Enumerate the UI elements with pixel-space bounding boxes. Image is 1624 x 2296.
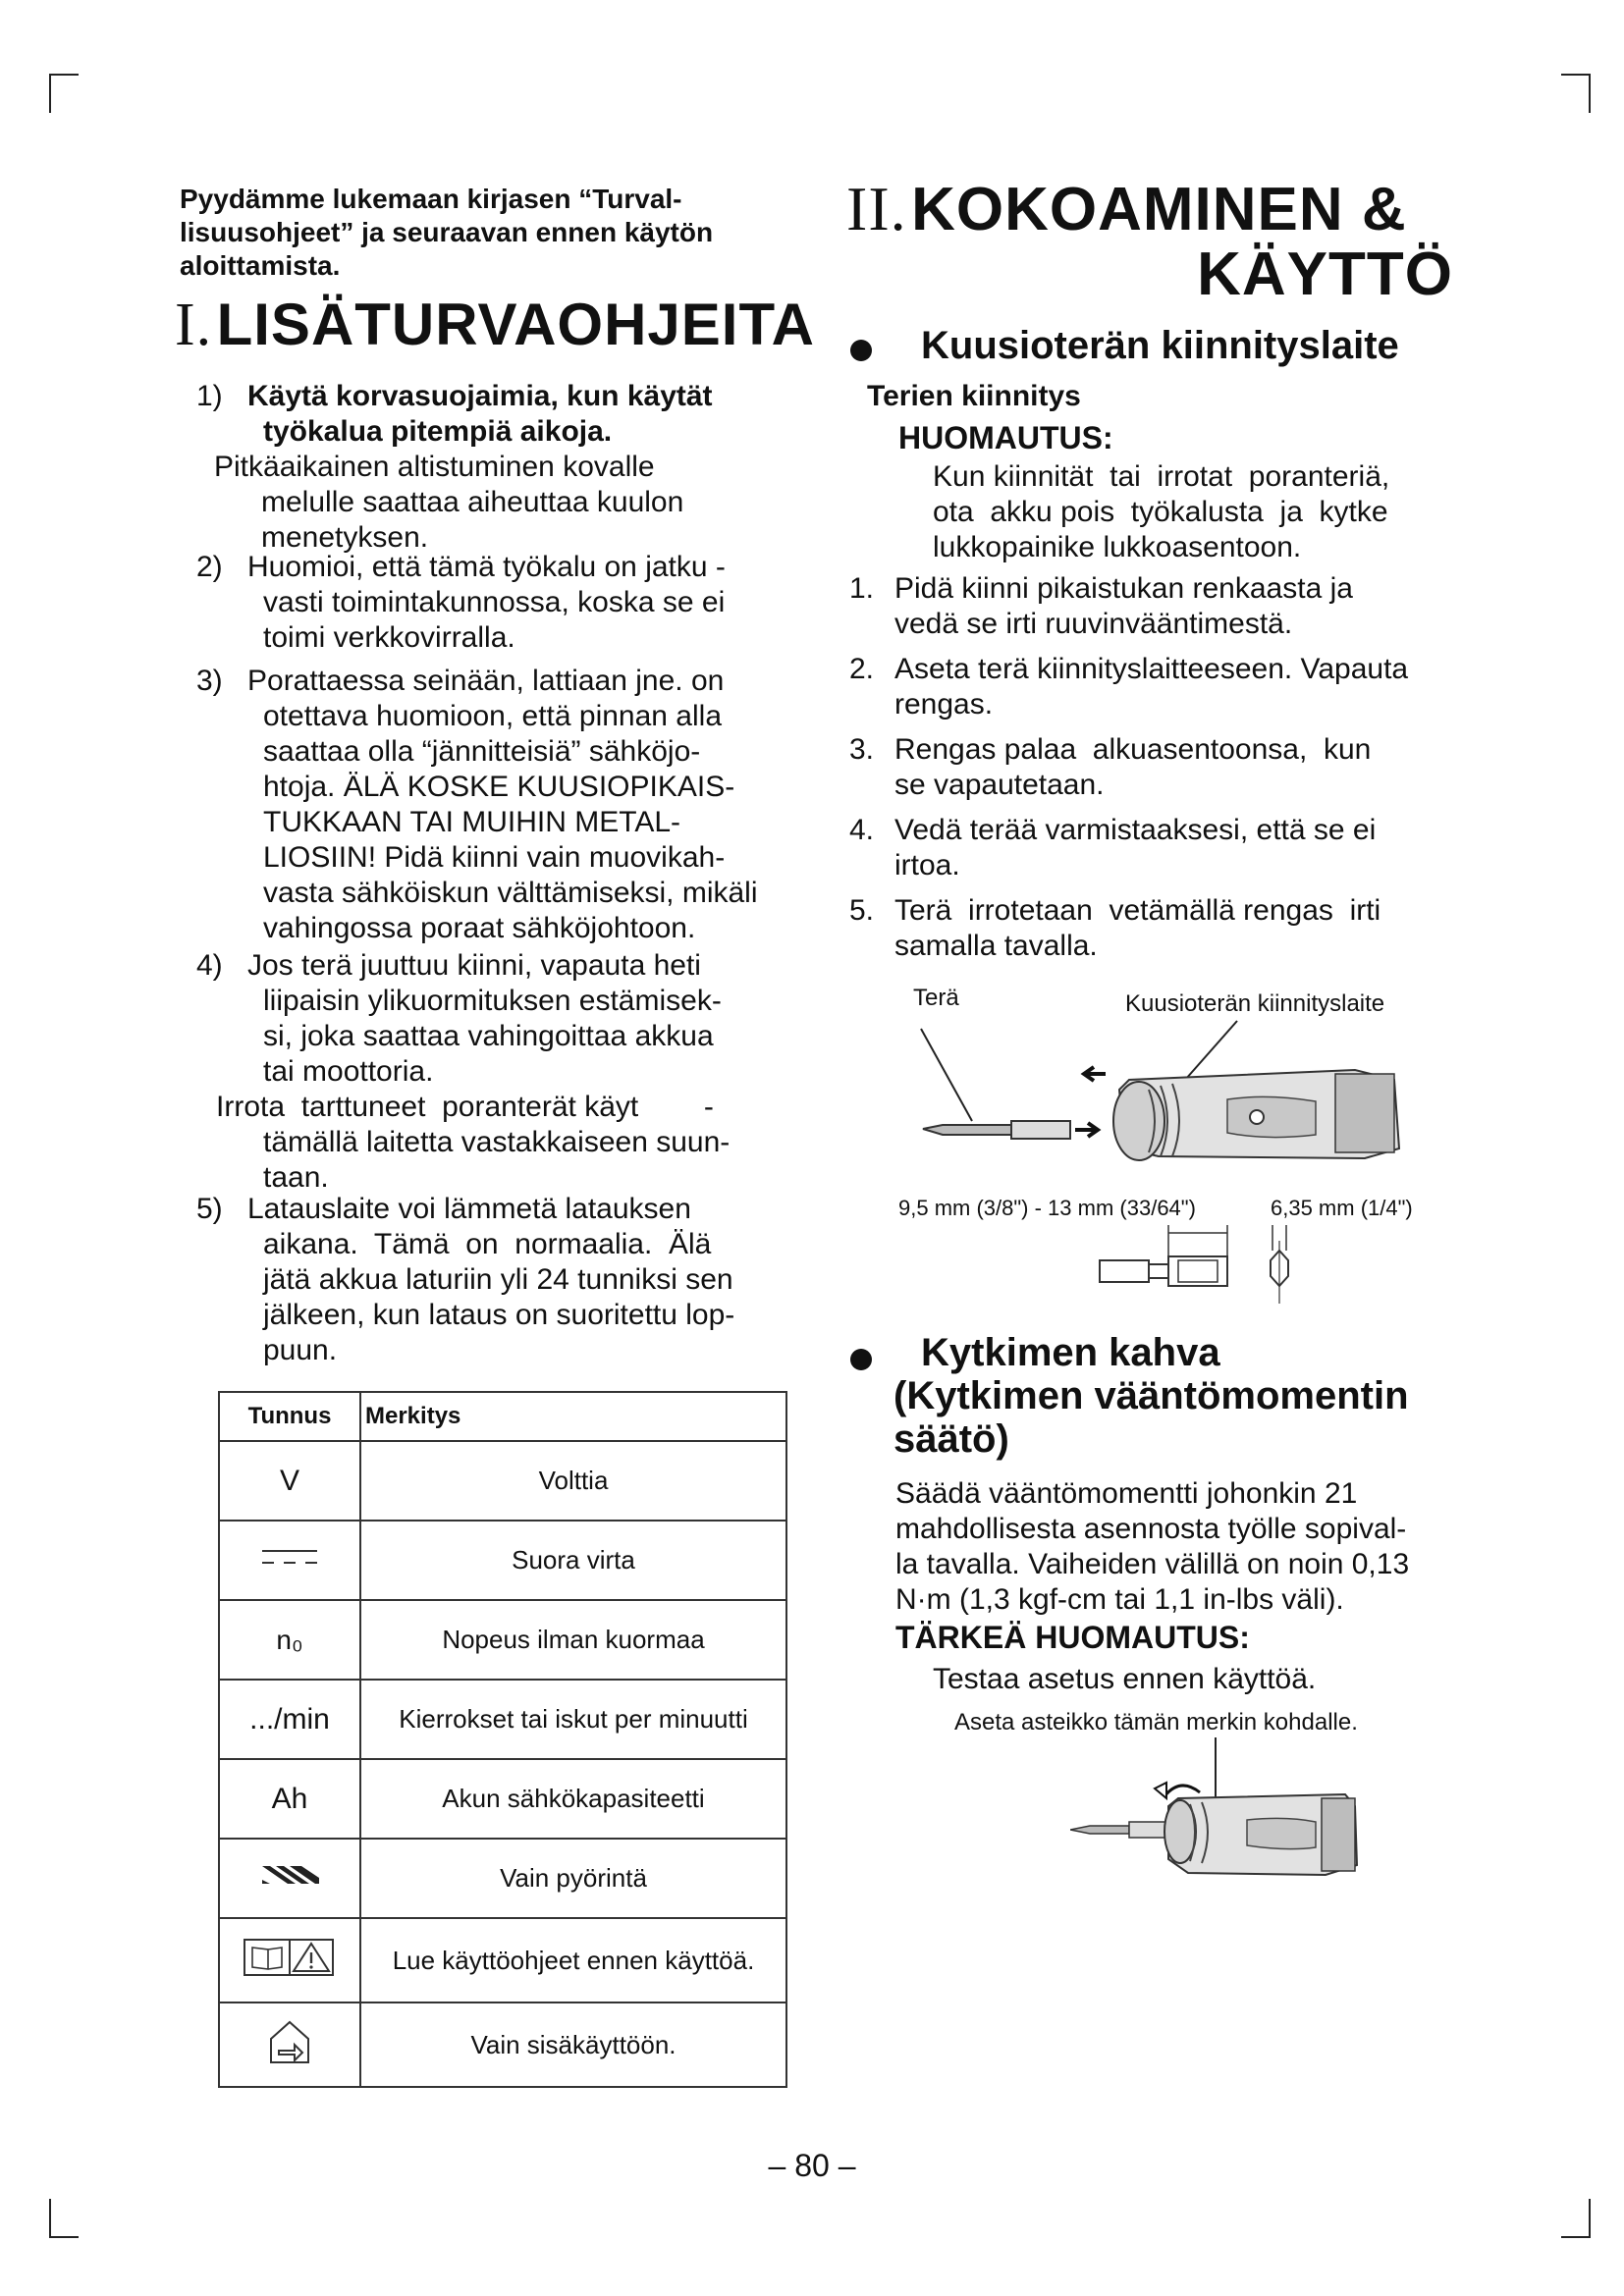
crop-mark-top-left xyxy=(49,74,79,113)
table-header-symbol: Tunnus xyxy=(219,1392,360,1441)
table-header-row xyxy=(219,1392,786,1441)
table-header-meaning: Merkitys xyxy=(360,1392,786,1441)
bullet-icon xyxy=(850,340,872,361)
meaning-cell: Volttia xyxy=(360,1441,786,1521)
important-title: TÄRKEÄ HUOMAUTUS: xyxy=(895,1620,1250,1655)
torque-adjust-illustration xyxy=(1070,1737,1365,1885)
table-row xyxy=(219,1521,786,1600)
symbol-cell: V xyxy=(219,1441,360,1521)
note-title: HUOMAUTUS: xyxy=(898,420,1113,455)
rotation-only-icon xyxy=(258,1860,321,1890)
important-text: Testaa asetus ennen käyttöä. xyxy=(933,1663,1317,1695)
symbol-table xyxy=(218,1391,787,2088)
table-row xyxy=(219,2002,786,2087)
symbol-cell xyxy=(219,1521,360,1600)
symbol-cell xyxy=(219,2002,360,2087)
bit-holder-illustration xyxy=(903,1011,1414,1168)
section-2-heading xyxy=(846,173,1475,309)
intro-text: Pyydämme lukemaan kirjasen “Turval- lisuusohjeet” ja seuraavan ennen käytön aloittamista. xyxy=(180,184,714,281)
crop-mark-bottom-left xyxy=(49,2199,79,2238)
sub2-text: Säädä vääntömomentti johonkin 21 mahdollisesta asennosta työlle sopival- la tavalla. Vaiheiden välillä on noin 0,13 N·m (1,3 kgf-cm tai 1,1 in-lbs väli). xyxy=(895,1477,1410,1616)
meaning-cell: Kierrokset tai iskut per minuutti xyxy=(360,1680,786,1759)
section-2-title-line2: KÄYTTÖ xyxy=(1197,240,1453,308)
meaning-cell: Akun sähkökapasiteetti xyxy=(360,1759,786,1839)
sub1-subtitle: Terien kiinnitys xyxy=(867,380,1081,412)
crop-mark-bottom-right xyxy=(1561,2199,1591,2238)
section-2-roman: II. xyxy=(846,174,907,243)
sub2-title: Kytkimen kahva (Kytkimen vääntömomentin säätö) xyxy=(893,1331,1409,1461)
fig-label-bit: Terä xyxy=(913,985,959,1011)
meaning-cell: Nopeus ilman kuormaa xyxy=(360,1600,786,1680)
symbol-cell: .../min xyxy=(219,1680,360,1759)
section-1-heading xyxy=(175,291,815,360)
meaning-cell: Lue käyttöohjeet ennen käyttöä. xyxy=(360,1918,786,2002)
dc-current-icon xyxy=(260,1545,319,1569)
symbol-cell xyxy=(219,1839,360,1918)
symbol-cell xyxy=(219,1918,360,2002)
table-row xyxy=(219,1839,786,1918)
table-row xyxy=(219,1600,786,1680)
symbol-cell: n₀ xyxy=(219,1600,360,1680)
table-row xyxy=(219,1918,786,2002)
page-number: – 80 – xyxy=(768,2148,856,2183)
table-row xyxy=(219,1441,786,1521)
fig-label-holder: Kuusioterän kiinnityslaite xyxy=(1125,990,1385,1017)
fig-dim-1: 9,5 mm (3/8") - 13 mm (33/64") xyxy=(898,1196,1196,1220)
section-1-roman: I. xyxy=(175,292,213,358)
crop-mark-top-right xyxy=(1561,74,1591,113)
section-2-title-line1: KOKOAMINEN & xyxy=(911,176,1407,243)
fig-dim-2: 6,35 mm (1/4") xyxy=(1271,1196,1413,1220)
meaning-cell: Suora virta xyxy=(360,1521,786,1600)
read-manual-warning-icon xyxy=(243,1936,337,1979)
sub1-title: Kuusioterän kiinnityslaite xyxy=(921,324,1399,367)
table-row xyxy=(219,1759,786,1839)
meaning-cell: Vain pyörintä xyxy=(360,1839,786,1918)
bit-dimension-drawing xyxy=(1080,1221,1306,1309)
section-1-title: LISÄTURVAOHJEITA xyxy=(216,292,815,357)
symbol-cell: Ah xyxy=(219,1759,360,1839)
indoor-use-icon xyxy=(265,2017,314,2066)
bullet-icon xyxy=(850,1349,872,1370)
meaning-cell: Vain sisäkäyttöön. xyxy=(360,2002,786,2087)
table-row xyxy=(219,1680,786,1759)
fig-caption-torque: Aseta asteikko tämän merkin kohdalle. xyxy=(954,1709,1358,1735)
note-text: Kun kiinnität tai irrotat poranteriä, ota akku pois työkalusta ja kytke lukkopainike lukkoasentoon. xyxy=(933,460,1390,563)
